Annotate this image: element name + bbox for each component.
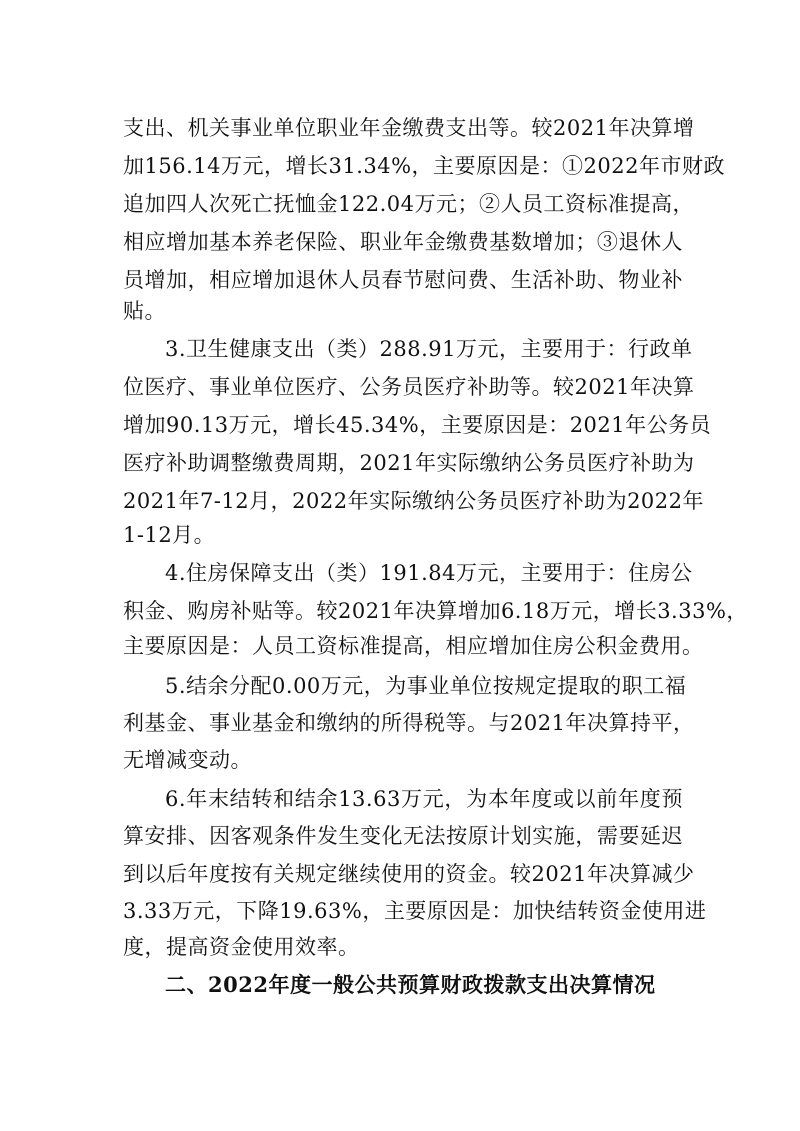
paragraph-line: 员增加，相应增加退休人员春节慰问费、生活补助、物业补 (123, 268, 683, 292)
paragraph-line: 4.住房保障支出（类）191.84万元，主要用于：住房公 (165, 561, 693, 585)
paragraph-line: 3.卫生健康支出（类）288.91万元，主要用于：行政单 (165, 337, 693, 361)
paragraph-line: 加156.14万元，增长31.34%，主要原因是：①2022年市财政 (123, 154, 725, 178)
paragraph-line: 医疗补助调整缴费周期，2021年实际缴纳公务员医疗补助为 (123, 451, 695, 475)
paragraph-line: 度，提高资金使用效率。 (123, 935, 360, 959)
paragraph-line: 位医疗、事业单位医疗、公务员医疗补助等。较2021年决算 (123, 375, 695, 399)
paragraph-line: 贴。 (123, 299, 166, 323)
paragraph-line: 追加四人次死亡抚恤金122.04万元；②人员工资标准提高， (123, 192, 694, 216)
paragraph-line: 到以后年度按有关规定继续使用的资金。较2021年决算减少 (123, 862, 695, 886)
paragraph-line: 无增减变动。 (123, 748, 252, 772)
paragraph-line: 积金、购房补贴等。较2021年决算增加6.18万元，增长3.33%， (123, 599, 748, 623)
paragraph-line: 利基金、事业基金和缴纳的所得税等。与2021年决算持平， (123, 711, 695, 735)
paragraph-line: 3.33万元，下降19.63%，主要原因是：加快结转资金使用进 (123, 899, 707, 923)
paragraph-line: 支出、机关事业单位职业年金缴费支出等。较2021年决算增 (123, 116, 695, 140)
paragraph-line: 2021年7-12月，2022年实际缴纳公务员医疗补助为2022年 (123, 489, 705, 513)
paragraph-line: 5.结余分配0.00万元，为事业单位按规定提取的职工福 (165, 674, 687, 698)
section-heading: 二、2022年度一般公共预算财政拨款支出决算情况 (165, 972, 656, 997)
paragraph-line: 算安排、因客观条件发生变化无法按原计划实施，需要延迟 (123, 824, 683, 848)
paragraph-line: 主要原因是：人员工资标准提高，相应增加住房公积金费用。 (123, 634, 704, 658)
paragraph-line: 1-12月。 (123, 523, 216, 547)
paragraph-line: 相应增加基本养老保险、职业年金缴费基数增加；③退休人 (123, 230, 683, 254)
paragraph-line: 6.年末结转和结余13.63万元，为本年度或以前年度预 (165, 787, 683, 811)
paragraph-line: 增加90.13万元，增长45.34%，主要原因是：2021年公务员 (123, 413, 712, 437)
